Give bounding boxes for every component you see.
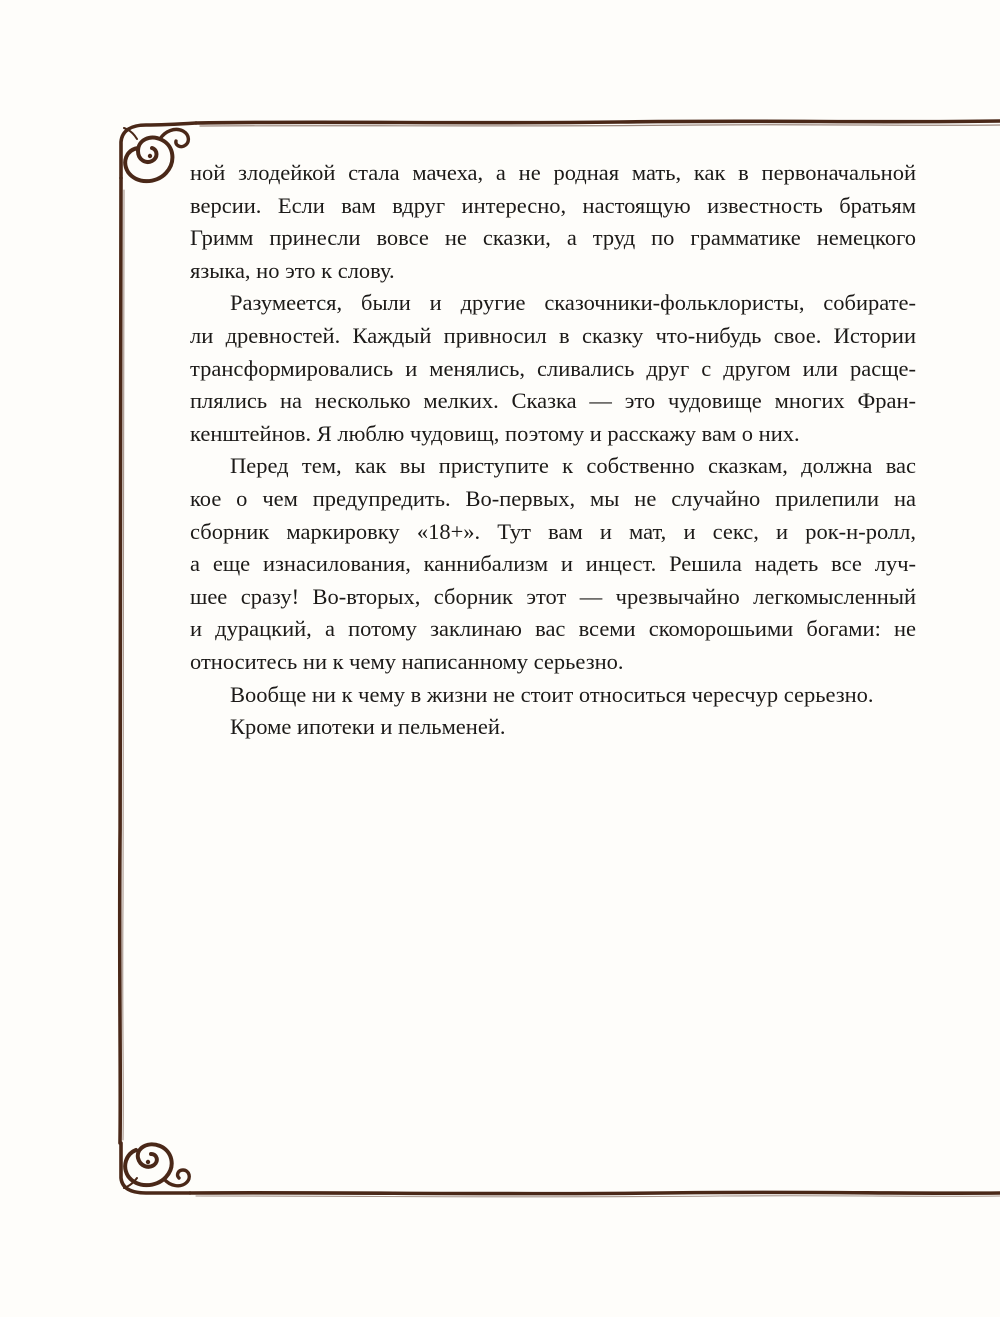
text-line: языка, но это к слову. <box>190 257 395 283</box>
text-line: Перед тем, как вы приступите к собственно сказкам, должна вас <box>230 453 916 479</box>
text-line: шее сразу! Во-вторых, сборник этот — чрезвычайно легкомысленный <box>190 583 916 609</box>
text-line: Гримм принесли вовсе не сказки, а труд по грамматике немецкого <box>190 225 916 251</box>
text-line: Вообще ни к чему в жизни не стоит относиться чересчур серьезно. <box>230 681 874 707</box>
text-line: а еще изнасилования, каннибализм и инцест. Решила надеть все луч- <box>190 551 916 577</box>
frame-left-border <box>120 178 121 1143</box>
frame-bottom-border <box>190 1192 1000 1193</box>
text-line: ли древностей. Каждый привносил в сказку что-нибудь свое. Истории <box>190 322 916 348</box>
text-line: плялись на несколько мелких. Сказка — это чудовище многих Фран- <box>190 388 916 414</box>
top-left-swirl-icon <box>121 123 196 181</box>
text-line: кое о чем предупредить. Во-первых, мы не случайно прилепили на <box>190 485 916 511</box>
text-line: Разумеется, были и другие сказочники-фольклористы, собирате- <box>230 290 916 316</box>
frame-top-border <box>196 121 1000 123</box>
page-body-text <box>190 157 916 744</box>
text-line: и дурацкий, а потому заклинаю вас всеми скоморошьими богами: не <box>190 616 916 642</box>
text-line: ной злодейкой стала мачеха, а не родная мать, как в первоначальной <box>190 160 916 185</box>
text-line: Кроме ипотеки и пельменей. <box>230 714 506 740</box>
text-line: версии. Если вам вдруг интересно, настоящую известность братьям <box>190 192 916 218</box>
bottom-left-swirl-icon <box>121 1143 190 1193</box>
text-line: кенштейнов. Я люблю чудовищ, поэтому и расскажу вам о них. <box>190 420 800 446</box>
text-line: сборник маркировку «18+». Тут вам и мат, и секс, и рок-н-ролл, <box>190 518 916 544</box>
text-line: относитесь ни к чему написанному серьезно. <box>190 648 624 674</box>
text-line: трансформировались и менялись, сливались друг с другом или расще- <box>190 355 916 381</box>
